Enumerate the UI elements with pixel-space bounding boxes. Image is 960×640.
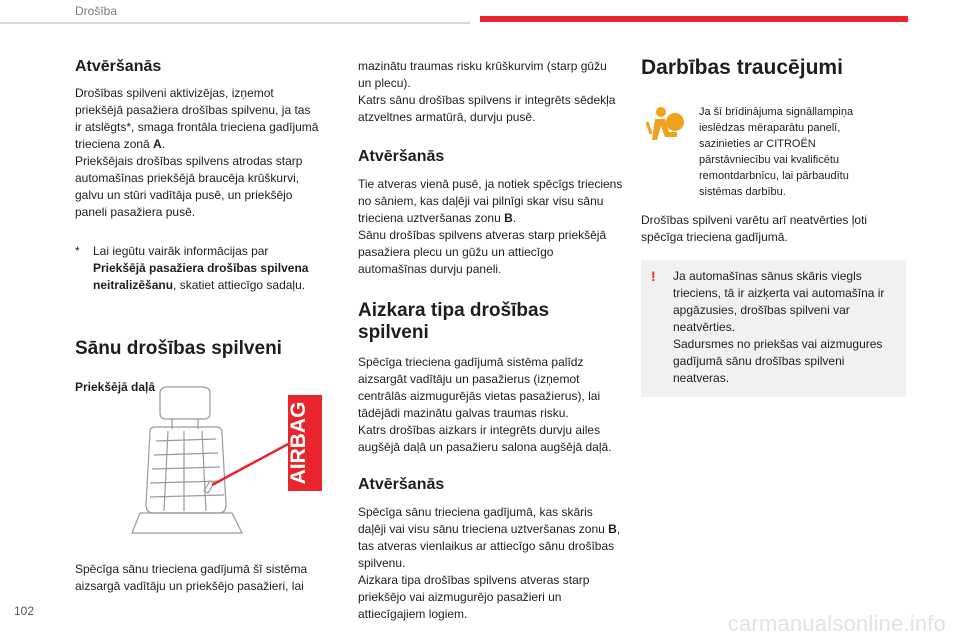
column-middle [358,58,623,623]
column-left [75,50,320,396]
header-accent-bar [480,16,908,22]
heading-activation-curtain: Atvēršanās [358,476,445,493]
column-right [641,56,906,397]
paragraph: Tie atveras vienā pusē, ja notiek spēcīgs trieciens no sāniem, kas daļēji vai pilnīgi skar visu sānu trieciena uztveršanas zonu B. [358,177,623,225]
warning-note [641,260,906,397]
paragraph: Katrs sānu drošības spilvens ir integrēts sēdekļa atzveltnes armatūrā, durvju pusē. [358,93,616,124]
airbag-warning-icon [641,104,687,144]
heading-curtain-airbags: Aizkara tipa drošības spilveni [358,300,550,343]
note-paragraph: Ja automašīnas sānus skāris viegls trieciens, tā ir aizķerta vai automašīna ir apgāzusies, drošības spilveni var neatvērties. [673,269,885,334]
exclamation-icon: ! [651,268,656,284]
paragraph: Spēcīga sānu trieciena gadījumā, kas skāris daļēji vai visu sānu trieciena uztveršanas zonu B, tas atveras vienlaikus ar attiecīgo sānu drošības spilvenu. [358,505,621,570]
paragraph: Aizkara tipa drošības spilvens atveras starp priekšējo vai aizmugurējo pasažieri un attiecīgajiem logiem. [358,573,590,621]
warning-lamp-text: Ja šī brīdinājuma signāllampiņa ieslēdzas mēraparātu panelī, sazinieties ar CITROËN pārstāvniecību vai kvalificētu remontdarbnīcu, lai pārbaudītu sistēmas darbību. [699,106,854,198]
paragraph: Priekšējais drošības spilvens atrodas starp automašīnas priekšējā braucēja krūškurvi, galvu un stūri vadītāja pusē, un priekšējo paneli pasažiera pusē. [75,154,303,219]
heading-activation-side: Atvēršanās [358,148,445,165]
heading-side-airbags: Sānu drošības spilveni [75,338,282,359]
paragraph: mazinātu traumas risku krūškurvim (starp gūžu un plecu). [358,59,607,90]
warning-lamp-info [641,104,906,200]
paragraph: Drošības spilveni varētu arī neatvērties ļoti spēcīga trieciena gadījumā. [641,213,868,244]
paragraph: Spēcīga trieciena gadījumā sistēma palīdz aizsargāt vadītāju un pasažierus (izņemot centrālās aizmugurējās vietas pasažierus), lai tādējādi mazinātu galvas traumas risku. [358,355,601,420]
watermark: carmanualsonline.info [727,611,946,636]
paragraph: Katrs drošības aizkars ir integrēts durvju ailes augšējā daļā un pasažieru salona augšējā daļā. [358,423,612,454]
page-number: 102 [14,604,35,618]
section-title: Drošība [75,4,118,18]
footnote: * Lai iegūtu vairāk informācijas par Priekšējā pasažiera drošības spilvena neitralizēšanu, skatiet attiecīgo sadaļu. [75,244,309,292]
heading-malfunctions: Darbības traucējumi [641,56,843,79]
header-divider [0,22,470,24]
paragraph: Spēcīga sānu trieciena gadījumā šī sistēma aizsargā vadītāju un priekšējo pasažieri, lai [75,562,308,593]
seat-airbag-illustration [120,385,330,540]
heading-activation: Atvēršanās [75,58,162,75]
paragraph: Sānu drošības spilvens atveras starp priekšējā pasažiera plecu un gūžu un attiecīgo automašīnas durvju paneli. [358,228,607,276]
airbag-label: AIRBAG [287,401,310,485]
note-paragraph: Sadursmes no priekšas vai aizmugures gadījumā sānu drošības spilveni neatveras. [673,337,883,385]
subheading-front: Priekšējā daļā [75,380,156,394]
paragraph: Drošības spilveni aktivizējas, izņemot priekšējā pasažiera drošības spilvenu, ja tas ir atslēgts*, smaga frontāla trieciena gadījumā trieciena zonā A. [75,86,319,151]
